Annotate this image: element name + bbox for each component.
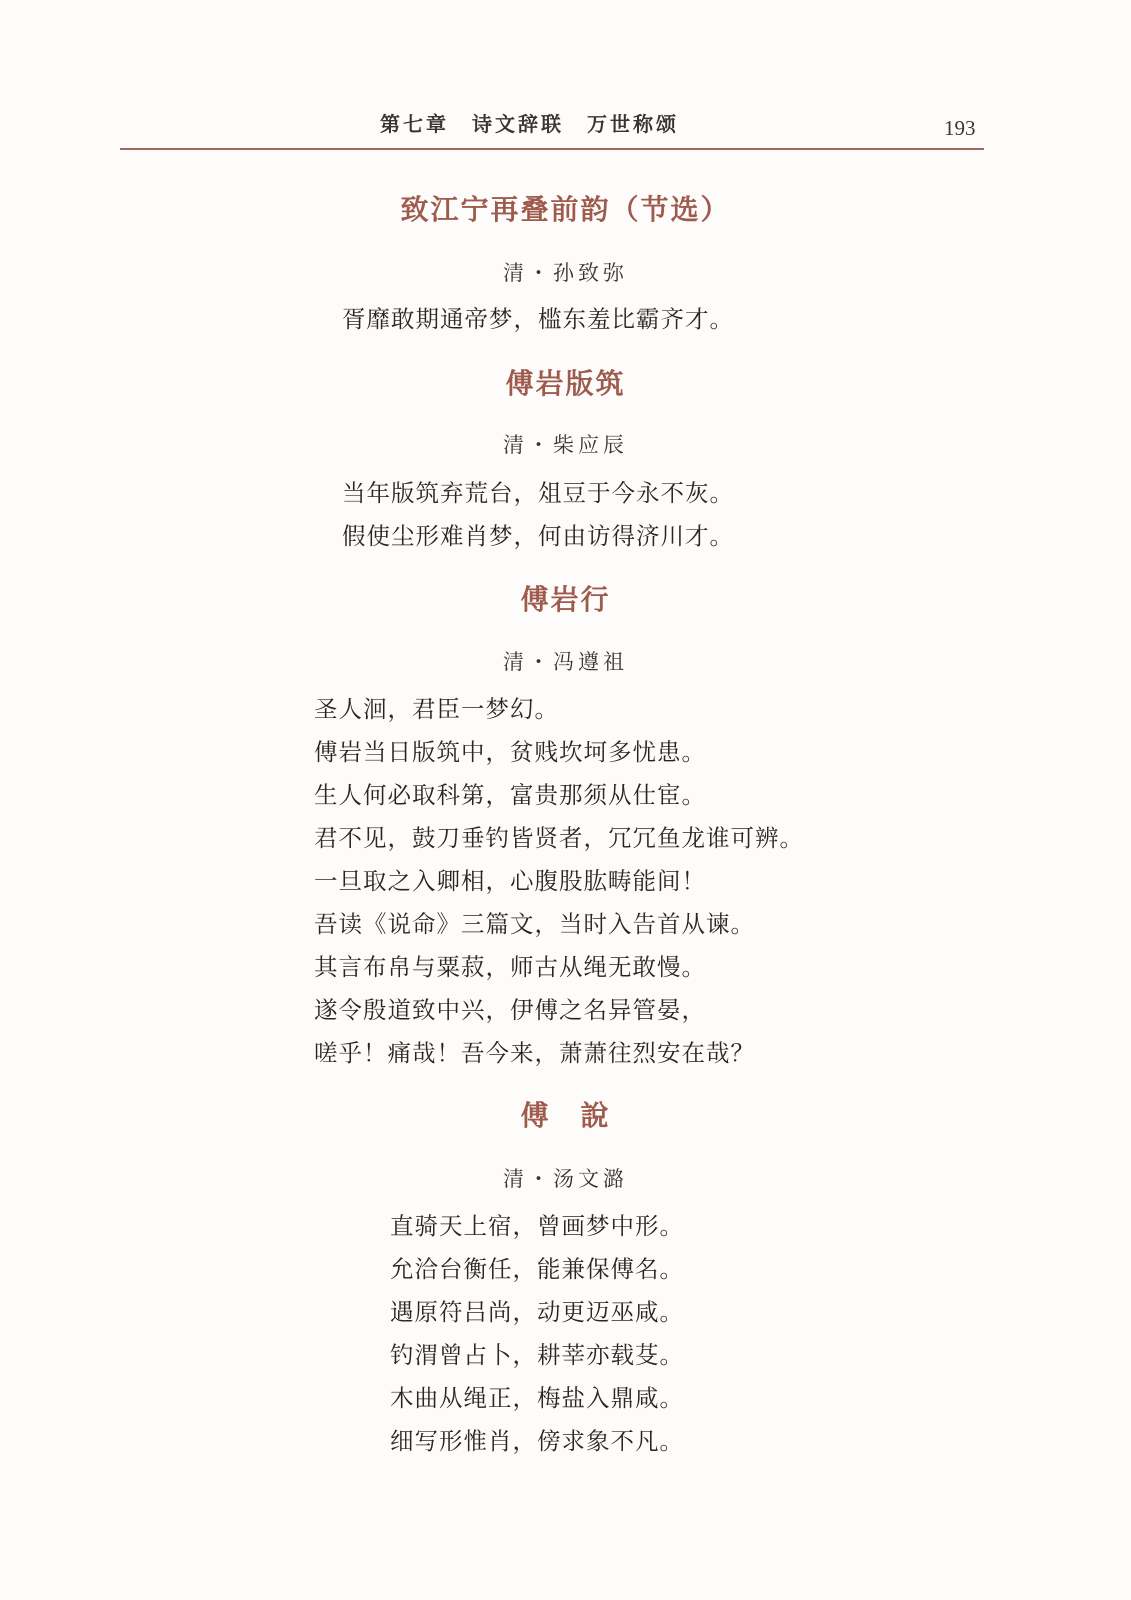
page-number: 193 [944, 116, 976, 140]
poem-line: 一旦取之入卿相，心腹股肱畴能间！ [314, 867, 706, 895]
poem-line: 吾读《说命》三篇文，当时入告首从谏。 [314, 910, 755, 938]
poem-author: 清・冯遵祖 [503, 650, 628, 674]
poem-line: 假使尘形难肖梦，何由访得济川才。 [342, 522, 734, 550]
poem-line: 生人何必取科第，富贵那须从仕宦。 [314, 781, 706, 809]
poem-title: 傅 說 [520, 1099, 611, 1132]
poem-line: 直骑天上宿，曾画梦中形。 [390, 1212, 684, 1240]
poem-line: 遇原符吕尚，动更迈巫咸。 [390, 1298, 684, 1326]
poem-line: 当年版筑弃荒台，俎豆于今永不灰。 [342, 479, 734, 507]
poem-line: 君不见，鼓刀垂钓皆贤者，冗冗鱼龙谁可辨。 [314, 824, 804, 852]
poem-title: 致江宁再叠前韵（节选） [400, 193, 731, 226]
poem-author: 清・孙致弥 [503, 261, 628, 285]
poem-line: 其言布帛与粟菽，师古从绳无敢慢。 [314, 953, 706, 981]
running-head: 第七章 诗文辞联 万世称颂 [380, 112, 679, 136]
poem-line: 胥靡敢期通帝梦，槛东羞比霸齐才。 [342, 305, 734, 333]
poem-line: 圣人洄，君臣一梦幻。 [314, 695, 559, 723]
header-rule [120, 148, 984, 150]
poem-title: 傅岩行 [520, 583, 611, 616]
poem-title: 傅岩版筑 [505, 367, 626, 400]
poem-line: 钓渭曾占卜，耕莘亦载芟。 [390, 1341, 684, 1369]
poem-line: 遂令殷道致中兴，伊傅之名异管晏， [314, 996, 706, 1024]
poem-line: 允洽台衡任，能兼保傅名。 [390, 1255, 684, 1283]
poem-line: 木曲从绳正，梅盐入鼎咸。 [390, 1384, 684, 1412]
poem-line: 嗟乎！痛哉！吾今来，萧萧往烈安在哉？ [314, 1039, 755, 1067]
poem-author: 清・汤文潞 [503, 1167, 628, 1191]
poem-line: 傅岩当日版筑中，贫贱坎坷多忧患。 [314, 738, 706, 766]
poem-line: 细写形惟肖，傍求象不凡。 [390, 1427, 684, 1455]
poem-author: 清・柴应辰 [503, 433, 628, 457]
